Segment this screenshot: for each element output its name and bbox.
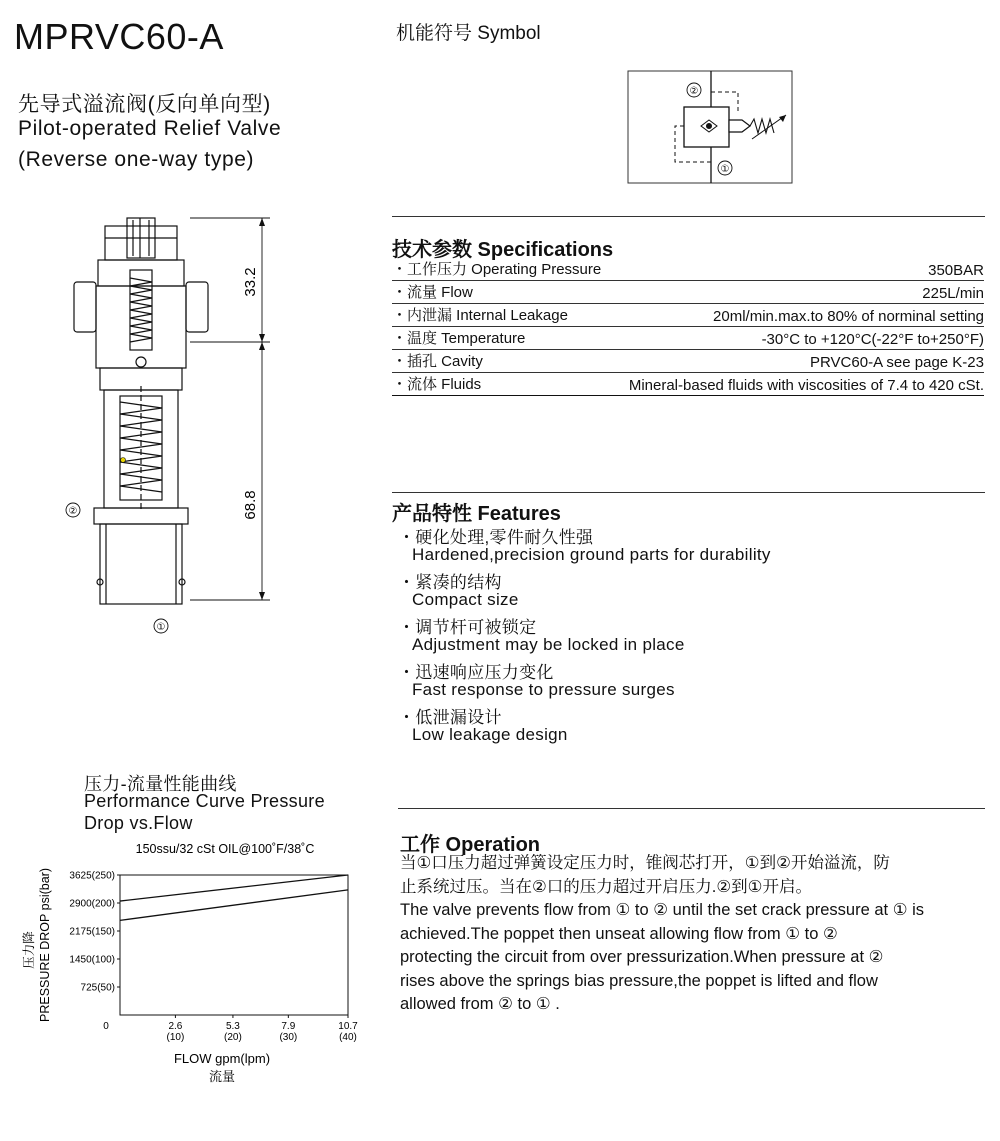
symbol-actuator bbox=[729, 120, 750, 132]
operation-en-line: achieved.The poppet then unseat allowing flow from ① to ② bbox=[400, 924, 838, 943]
spec-row bbox=[392, 350, 984, 373]
spec-label: ・温度 Temperature bbox=[392, 330, 526, 347]
spec-label: ・流量 Flow bbox=[392, 284, 473, 301]
chart-title: 150ssu/32 cSt OIL@100˚F/38˚C bbox=[135, 842, 315, 856]
spec-label: ・流体 Fluids bbox=[392, 376, 482, 393]
spec-label: ・插孔 Cavity bbox=[392, 353, 483, 370]
model-title: MPRVC60-A bbox=[14, 16, 224, 57]
x-tick-label: 10.7 bbox=[338, 1021, 358, 1032]
dimension-lower: 68.8 bbox=[242, 490, 259, 520]
dim-arrow-bottom bbox=[259, 592, 265, 600]
operation-cn-line: 当①口压力超过弹簧设定压力时，锥阀芯打开，①到②开始溢流，防 bbox=[400, 854, 890, 872]
seat-ring bbox=[94, 508, 188, 524]
operation-top-rule bbox=[398, 808, 985, 809]
title-en-line1: Pilot-operated Relief Valve bbox=[18, 117, 282, 140]
feature-en: Fast response to pressure surges bbox=[412, 680, 675, 699]
symbol-heading: 机能符号 Symbol bbox=[396, 23, 541, 44]
x-tick-label: 5.3 bbox=[225, 1021, 240, 1032]
spec-value: 225L/min bbox=[922, 285, 984, 302]
operation-en-line: rises above the springs bias pressure,the poppet is lifted and flow bbox=[400, 971, 878, 990]
dim-arrow-top bbox=[259, 218, 265, 226]
origin-label: 0 bbox=[103, 1021, 109, 1032]
feature-en: Adjustment may be locked in place bbox=[412, 635, 685, 654]
x-tick-sublabel: (20) bbox=[224, 1032, 242, 1043]
operation-heading: 工作 Operation bbox=[400, 834, 541, 856]
series-line-upper bbox=[120, 875, 348, 901]
adjust-arrowhead-icon bbox=[779, 115, 786, 122]
hydraulic-symbol bbox=[620, 66, 800, 188]
cartridge-section-drawing bbox=[60, 210, 280, 640]
pilot-spring bbox=[130, 278, 152, 342]
spec-label: ・内泄漏 Internal Leakage bbox=[392, 307, 568, 324]
symbol-port-2-label: ② bbox=[689, 86, 699, 97]
spec-top-rule bbox=[392, 216, 985, 217]
y-tick-label: 1450(100) bbox=[69, 954, 115, 966]
chart-heading-en-line1: Performance Curve Pressure bbox=[84, 791, 325, 811]
spec-row bbox=[392, 327, 984, 350]
x-tick-sublabel: (40) bbox=[339, 1032, 357, 1043]
x-axis-label: FLOW gpm(lpm) bbox=[173, 1051, 271, 1066]
upper-body bbox=[98, 260, 184, 286]
spec-row bbox=[392, 373, 984, 396]
symbol-port-1-label: ① bbox=[720, 164, 730, 175]
y-tick-label: 725(50) bbox=[80, 982, 115, 994]
features-top-rule bbox=[392, 492, 985, 493]
y-axis-label: PRESSURE DROP psi(bar) bbox=[38, 868, 52, 1022]
operation-en-line: protecting the circuit from over pressurization.When pressure at ② bbox=[400, 948, 884, 966]
operation-en-line: The valve prevents flow from ① to ② until the set crack pressure at ① is bbox=[400, 901, 924, 919]
feature-cn: ・低泄漏设计 bbox=[398, 708, 502, 727]
operation-en-line: allowed from ② to ① . bbox=[400, 995, 560, 1013]
feature-cn: ・调节杆可被锁定 bbox=[398, 618, 537, 637]
x-tick-label: 7.9 bbox=[281, 1021, 296, 1032]
performance-chart bbox=[0, 835, 380, 1095]
spec-value: PRVC60-A see page K-23 bbox=[809, 354, 984, 371]
right-flange bbox=[186, 282, 208, 332]
drawing-port-2-label: ② bbox=[68, 506, 78, 517]
operation-text bbox=[400, 852, 992, 1017]
x-tick-sublabel: (10) bbox=[166, 1032, 185, 1043]
ball-indicator bbox=[121, 458, 126, 463]
spec-value: -30°C to +120°C(-22°F to+250°F) bbox=[761, 331, 984, 348]
spec-heading: 技术参数 Specifications bbox=[392, 239, 614, 261]
title-cn: 先导式溢流阀(反向单向型) bbox=[18, 93, 271, 116]
feature-cn: ・紧凑的结构 bbox=[398, 573, 502, 592]
x-tick-sublabel: (30) bbox=[279, 1032, 298, 1043]
x-axis-ticks bbox=[167, 1015, 359, 1043]
spec-value: 350BAR bbox=[928, 262, 984, 279]
dim-arrow-mid-down bbox=[259, 342, 265, 350]
features-heading: 产品特性 Features bbox=[392, 503, 561, 525]
feature-en: Compact size bbox=[412, 590, 519, 609]
chart-heading-en-line2: Drop vs.Flow bbox=[84, 813, 193, 833]
check-ball-icon bbox=[706, 123, 712, 129]
pilot-section bbox=[96, 286, 186, 368]
nose-sleeve bbox=[100, 524, 182, 604]
chart-series bbox=[120, 875, 348, 920]
y-tick-label: 3625(250) bbox=[69, 870, 115, 882]
drawing-port-1-label: ① bbox=[156, 622, 166, 633]
spec-label: ・工作压力 Operating Pressure bbox=[392, 261, 602, 278]
left-flange bbox=[74, 282, 96, 332]
pilot-poppet bbox=[136, 357, 146, 367]
series-line-lower bbox=[120, 890, 348, 921]
chart-heading-cn: 压力-流量性能曲线 bbox=[84, 774, 237, 794]
feature-cn: ・迅速响应压力变化 bbox=[398, 663, 554, 682]
y-tick-label: 2900(200) bbox=[69, 898, 115, 910]
feature-en: Low leakage design bbox=[412, 725, 568, 744]
spec-value: Mineral-based fluids with viscosities of 7.4 to 420 cSt. bbox=[628, 377, 984, 394]
spec-row bbox=[392, 258, 984, 281]
y-axis-label-cn: 压力降 bbox=[22, 931, 36, 969]
operation-cn-line: 止系统过压。当在②口的压力超过开启压力.②到①开启。 bbox=[400, 877, 812, 896]
spec-row bbox=[392, 304, 984, 327]
spec-value: 20ml/min.max.to 80% of norminal setting bbox=[713, 308, 984, 325]
plot-area-frame bbox=[120, 875, 348, 1015]
feature-en: Hardened,precision ground parts for durability bbox=[412, 545, 771, 564]
dim-arrow-mid-up bbox=[259, 334, 265, 342]
y-tick-label: 2175(150) bbox=[69, 926, 115, 938]
feature-cn: ・硬化处理,零件耐久性强 bbox=[398, 528, 594, 547]
lock-nut bbox=[105, 226, 177, 260]
y-axis-ticks bbox=[69, 871, 120, 994]
dimension-upper: 33.2 bbox=[242, 267, 259, 297]
spec-row bbox=[392, 281, 984, 304]
x-axis-label-cn: 流量 bbox=[208, 1069, 236, 1084]
x-tick-label: 2.6 bbox=[168, 1021, 183, 1032]
title-en-line2: (Reverse one-way type) bbox=[18, 148, 255, 171]
